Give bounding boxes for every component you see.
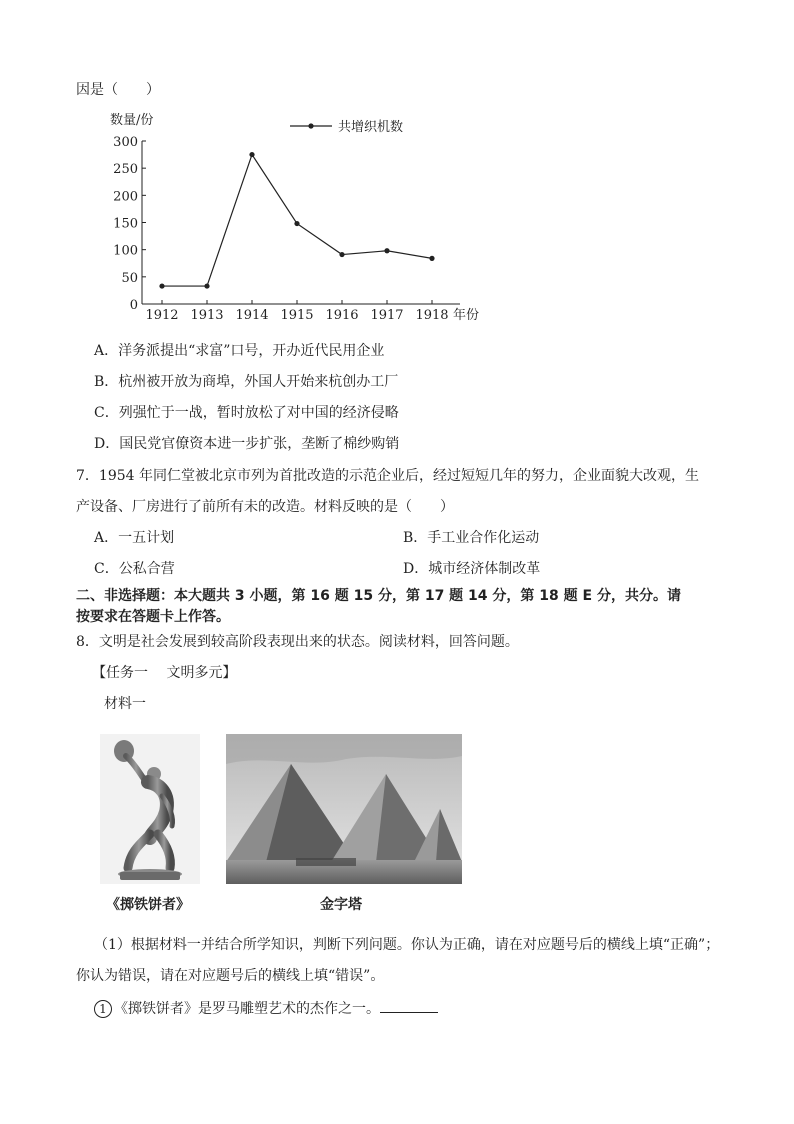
x-tick-label: 1916 — [325, 308, 359, 323]
discobolus-image — [100, 734, 200, 884]
question-6-tail: 因是（ ） — [76, 82, 160, 98]
section-2-heading-line1: 二、非选择题：本大题共 3 小题，第 16 题 15 分，第 17 题 14 分，第 18 题 E 分，共分。请 — [76, 588, 681, 604]
x-tick-label: 1917 — [370, 308, 404, 323]
option-6a[interactable]: A．洋务派提出“求富”口号，开办近代民用企业 — [94, 343, 385, 359]
chart-legend — [290, 119, 403, 135]
y-tick-label: 300 — [113, 135, 138, 150]
question-8-intro: 8．文明是社会发展到较高阶段表现出来的状态。阅读材料，回答问题。 — [76, 634, 519, 650]
series-line — [162, 155, 432, 286]
statue-figure-icon — [100, 734, 200, 884]
option-7a[interactable]: A．一五计划 — [94, 530, 175, 546]
pyramids-icon — [226, 734, 462, 884]
data-point — [294, 221, 299, 226]
option-6c[interactable]: C．列强忙于一战，暂时放松了对中国的经济侵略 — [94, 405, 399, 421]
legend-marker — [308, 123, 313, 128]
data-point — [204, 283, 209, 288]
y-tick-label: 50 — [121, 270, 138, 286]
y-ticks — [113, 135, 146, 313]
material-label: 材料一 — [104, 696, 146, 712]
option-7b[interactable]: B．手工业合作化运动 — [403, 530, 540, 546]
y-tick-label: 0 — [129, 298, 138, 313]
question-7-line2: 产设备、厂房进行了前所有未的改造。材料反映的是（ ） — [76, 499, 454, 515]
circled-number-icon: 1 — [94, 1000, 112, 1018]
pyramids-image — [226, 734, 462, 884]
judgement-item-1 — [94, 998, 438, 1019]
option-6b[interactable]: B．杭州被开放为商埠，外国人开始来杭创办工厂 — [94, 374, 399, 390]
x-tick-label: 1918 — [415, 308, 449, 323]
chart-series — [159, 152, 434, 289]
data-point — [384, 248, 389, 253]
data-point — [339, 252, 344, 257]
data-point — [429, 256, 434, 261]
y-tick-label: 100 — [113, 243, 138, 259]
line-chart — [100, 105, 500, 325]
question-7-line1: 7．1954 年同仁堂被北京市列为首批改造的示范企业后，经过短短几年的努力，企业面貌大改观，生 — [76, 468, 699, 484]
chart-axes — [142, 141, 460, 304]
option-7c[interactable]: C．公私合营 — [94, 561, 175, 577]
x-ticks — [145, 300, 479, 323]
x-tick-label: 1913 — [190, 308, 224, 323]
answer-blank[interactable] — [380, 998, 438, 1013]
y-tick-label: 250 — [113, 162, 138, 178]
y-axis-label: 数量/份 — [110, 113, 154, 128]
sub-question-1-line1: （1）根据材料一并结合所学知识，判断下列问题。你认为正确，请在对应题号后的横线上填“正确”； — [94, 937, 720, 953]
judgement-item-1-text: 《掷铁饼者》是罗马雕塑艺术的杰作之一。 — [114, 1001, 380, 1017]
task-heading: 【任务一 文明多元】 — [92, 665, 237, 681]
x-tick-label: 1912 — [145, 308, 179, 323]
option-7d[interactable]: D．城市经济体制改革 — [403, 561, 541, 577]
caption-pyramids: 金字塔 — [320, 897, 362, 913]
sub-question-1-line2: 你认为错误，请在对应题号后的横线上填“错误”。 — [76, 968, 385, 984]
section-2-heading-line2: 按要求在答题卡上作答。 — [76, 609, 230, 625]
option-6d[interactable]: D．国民党官僚资本进一步扩张，垄断了棉纱购销 — [94, 436, 400, 452]
y-tick-label: 200 — [113, 189, 138, 205]
data-point — [249, 152, 254, 157]
x-tick-label: 1914 — [235, 308, 269, 323]
x-tick-label: 1915 — [280, 308, 314, 323]
data-point — [159, 283, 164, 288]
legend-label: 共增织机数 — [338, 120, 404, 135]
caption-discobolus: 《掷铁饼者》 — [106, 897, 190, 913]
y-tick-label: 150 — [113, 216, 138, 232]
x-axis-label: 年份 — [453, 308, 480, 323]
